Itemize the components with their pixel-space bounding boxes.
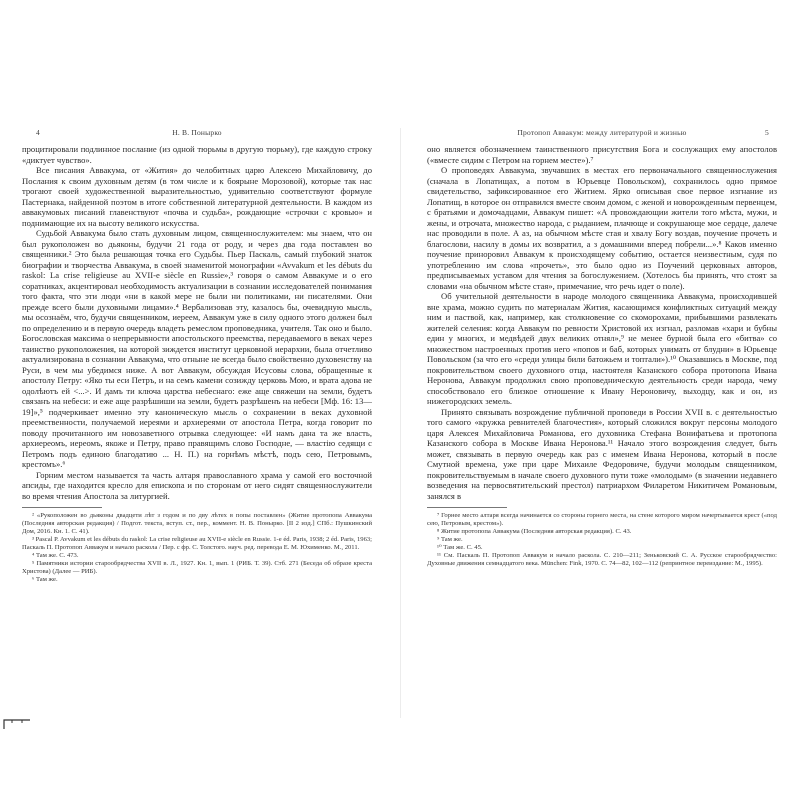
footnote: ⁶ Там же. <box>32 576 58 583</box>
right-page-number: 5 <box>765 128 769 137</box>
left-footnotes <box>22 512 372 584</box>
footnote: ⁸ Житие протопопа Аввакума (Последняя авторская редакция). С. 43. <box>437 528 632 535</box>
right-running-head: Протопоп Аввакум: между литературой и жизнью <box>517 128 687 137</box>
footnote: ⁷ Горнее место алтаря всегда начинается со стороны горнего места, на стене которого миром начертывается крест («под сею, Петровым, крестом»). <box>427 512 777 527</box>
paragraph: оно является обозначением таинственного присутствия Бога и сослужащих ему апостолов («вместе сидим с Петром на горнем месте»).⁷ <box>427 144 777 165</box>
footnote: ⁴ Там же. С. 473. <box>32 552 79 559</box>
right-page-header <box>427 128 777 140</box>
right-page <box>427 128 777 718</box>
left-page-number: 4 <box>36 128 40 137</box>
paragraph: процитировали подлинное послание (из одной тюрьмы в другую тюрьму), где каждую строку «диктует чувство». <box>22 144 372 165</box>
left-page-header <box>22 128 372 140</box>
footnote: ⁵ Памятники истории старообрядчества XVII в. Л., 1927. Кн. 1, вып. 1 (РИБ. Т. 39). Стб. 271 (Беседа об образе креста Христова) (Далее — РИБ). <box>22 560 372 575</box>
right-body-text <box>427 144 777 501</box>
footnote-separator <box>22 507 102 508</box>
paragraph: Судьбой Аввакума было стать духовным лицом, священнослужителем: мы знаем, что он был рукоположен во дьяконы, будучи 21 года от роду, и через два года поставлен во священники.² Это была решающая точка его Судьбы. Пьер Паскаль, самый глубокий знаток биографии и творчества Аввакума, в своей знаменитой монографии «Avvakum et les débuts du raskol: La crise religieuse au XVII-e siècle en Russie»,³ говоря о самом Аввакуме и о его соратниках, акцентировал необходимость актуализации в сознании исследователей понимания того факта, что эти люди «ни в какой мере не были ни политиками, ни писателями. Они прежде всего были духовными лицами».⁴ Вербализовав эту, казалось бы, очевидную мысль, мы осознаём, что, будучи священником, иереем, Аввакум уже в силу одного этого должен был по определению и в первую очередь владеть ремеслом проповедника, учителя. Так оно и было. Богословская максима о непрерывности апостольского преемства, передаваемого в веках через таинство рукоположения, на которой зиждется институт церковной иерархии, была отчетливо актуализирована в сознании Аввакума, что отныне не всегда было свойственно духовенству на Руси, в чем мы убедимся ниже. А вот Аввакум, обсуждая Исусовы слова, обращенные к апостолу Петру: «Яко ты еси Петръ, и на семъ камени созижду церковь Мою, и врата адова не одолѣютъ ей <...>. И дамъ ти ключа царства небеснаго: еже аще свяжеши на земли, будетъ связанъ на небеси: и еже аще разрѣшиши на земли, будетъ разрѣшенъ на небеси [Мф. 16: 13—19]»,⁵ подчеркивает именно эту каноническую мысль о сохранении в веках духовной преемственности, получаемой иереями и архиереями от апостола Петра, когда говорит по поводу прочитанного им новозаветного отрывка следующее: «И намъ дана та же власть, архиереомъ, иереомъ, якоже и Петру, право правящимъ слово Господне, — властію седящи с Петромъ подъ единою благодатию ... Н. П.) на горнѣмъ мѣстѣ, подъ сею, Петровымъ, крестомъ».⁶ <box>22 228 372 469</box>
footnote-separator <box>427 507 507 508</box>
paragraph: Об учительной деятельности в народе молодого священника Аввакума, происходившей вне храма, можно судить по материалам Жития, касающимся конфликтных ситуаций между ним и паствой, как, например, как столкновение со скоморохами, прибывшими развлекать жителей селения: когда Аввакум по ревности Христовой их изгнал, разломав «хари и бубны един у многих, и медвѣдей двух великих отнял»,⁹ не менее бурной была его «битва» со множеством настроенных против него «попов и баб, которых унимать от блудни» в Юрьевце Повольском (за что его «среди улицы били батожьем и топтали»).¹⁰ Оказавшись в Москве, под покровительством своего духовного отца, настоятеля Казанского собора протопопа Ивана Неронова, Аввакум продолжил свою проповедническую деятельность среди народа, чему способствовало его близкое отношение к Ивану Нероновичу, выходцу, как и он, из нижегородских земель. <box>427 291 777 406</box>
corner-bracket-icon <box>2 718 32 730</box>
footnote: ⁹ Там же. <box>437 536 463 543</box>
left-body-text <box>22 144 372 501</box>
paragraph: Все писания Аввакума, от «Жития» до челобитных царю Алексею Михайловичу, до Послания к своим духовным детям (в том числе и к боярыне Морозовой), которые так нас трогают своей художественной выразительностью, удивительно соответствуют формуле Пастернака, найденной поэтом в итоге собственной литературной деятельности. В каждом из аввакумовых писаний главенствуют «почва и судьба», рождающие «строчки с кровью» и поднимающие их на высоту великого искусства. <box>22 165 372 228</box>
paragraph: О проповедях Аввакума, звучавших в местах его первоначального священнослужения (сначала в Лопатищах, а потом в Юрьевце Повольском), сохранилось одно прямое свидетельство, зафиксированное его Житием. Ярко описывая свое первое изгнание из Лопатищ, в которое он отправился вместе своим домом, с женой и новорожденным первенцем, с братьями и домочадцами, Аввакум пишет: «А провождающии жители того мѣста, мужи, и жены, и отрочата, множество народа, с рыданием, плачюще и сокрушающе мое сердце, далече нас проводили в поле. А аз, на обычном мѣсте стая и хвалу Богу воздав, поучение прочеть и благослови, насилу в домы их возвратил, а з домашними вперед побрели...».⁸ Каков именно поучение приноровил Аввакум к происходящему событию, остается неизвестным, судя по употреблению им слова «прочеть», это было одно из Поучений церковных авторов, предписываемых уставом для чтения за богослужением. (Хотелось бы принять, что стоят за словами «на обычном мѣсте стая», примечание, что речь идет о поле). <box>427 165 777 291</box>
page-gutter <box>400 128 401 718</box>
book-spread <box>22 128 780 718</box>
paragraph: Принято связывать возрождение публичной проповеди в России XVII в. с деятельностью того самого «кружка ревнителей благочестия», который сложился вокруг персоны молодого царя Алексея Михайловича Романова, его духовника Стефана Вонифатьева и протопопа Казанского собора в Москве Ивана Неронова.¹¹ Начало этого возрождения следует, быть может, связывать в первую очередь как раз с именем Ивана Неронова, который в после Смутной времена, уже при царе Михаиле Федоровиче, будучи молодым священником, покровительствуемым в начале своего духовного пути тоже «молодым» (в значении недавнего возведения на первосвятительский престол) патриархом Филаретом Никитичем Романовым, занялся в <box>427 406 777 501</box>
footnote: ¹¹ См. Паскаль П. Протопоп Аввакум и начало раскола. С. 210—211; Зеньковский С. А. Русское старообрядчество: Духовные движения семнадцатого века. München: Fink, 1970. С. 74—82, 102—112 (репринтное переиздание: М., 1995). <box>427 552 777 567</box>
left-page <box>22 128 372 718</box>
left-running-head: Н. В. Понырко <box>172 128 222 137</box>
footnote: ¹⁰ Там же. С. 45. <box>437 544 483 551</box>
footnote: ² «Рукоположен во дьяконы двадцети лѣт з годом и по дву лѣтех в попы поставлен» (Житие протопопа Аввакума (Последняя авторская редакция) / Подгот. текста, вступ. ст., пер., коммент. Н. В. Понырко. [II 2 изд.] СПб.: Пушкинский Дом, 2016. Кн. 1. С. 41). <box>22 512 372 535</box>
right-footnotes <box>427 512 777 568</box>
footnote: ³ Pascal P. Avvakum et les débuts du raskol: La crise religieuse au XVII-e siècle en Russie. 1-e éd. Paris, 1938; 2 éd. Paris, 1963; Паскаль П. Протопоп Аввакум и начало раскола / Пер. с фр. С. Толстого. науч. ред. перевода Е. М. Юхименко. М., 2011. <box>22 536 372 551</box>
paragraph: Горним местом называется та часть алтаря православного храма у самой его восточной апсиды, где находится кресло для епископа и по сторонам от него сидят священнослужители во время чтения Апостола за литургией. <box>22 469 372 501</box>
